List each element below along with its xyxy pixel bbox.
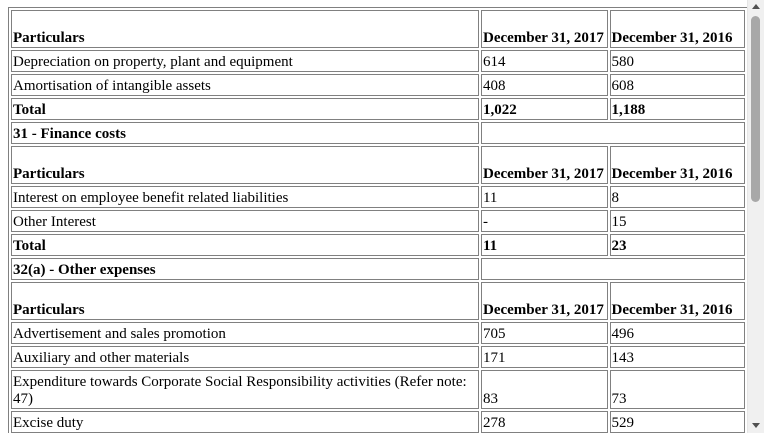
table-row bbox=[11, 186, 745, 208]
total-row bbox=[11, 98, 745, 120]
table-row bbox=[11, 74, 745, 96]
table-row bbox=[11, 210, 745, 232]
section-title-row bbox=[11, 122, 745, 144]
row-value-2016: 73 bbox=[610, 370, 745, 409]
row-value-2017: 171 bbox=[481, 346, 608, 368]
row-label: Other Interest bbox=[11, 210, 479, 232]
total-row bbox=[11, 234, 745, 256]
header-2016: December 31, 2016 bbox=[610, 10, 745, 48]
table-row bbox=[11, 50, 745, 72]
row-label: Expenditure towards Corporate Social Responsibility activities (Refer note: 47) bbox=[11, 370, 479, 409]
total-label: Total bbox=[11, 98, 479, 120]
row-label: Excise duty bbox=[11, 411, 479, 433]
row-label: Interest on employee benefit related liabilities bbox=[11, 186, 479, 208]
row-label: Amortisation of intangible assets bbox=[11, 74, 479, 96]
table-row bbox=[11, 346, 745, 368]
header-2016: December 31, 2016 bbox=[610, 146, 745, 184]
total-2017: 1,022 bbox=[481, 98, 608, 120]
row-value-2016: 529 bbox=[610, 411, 745, 433]
header-particulars: Particulars bbox=[11, 282, 479, 320]
row-value-2016: 608 bbox=[610, 74, 745, 96]
row-value-2017: 278 bbox=[481, 411, 608, 433]
row-label: Auxiliary and other materials bbox=[11, 346, 479, 368]
row-value-2017: 83 bbox=[481, 370, 608, 409]
header-2016: December 31, 2016 bbox=[610, 282, 745, 320]
scroll-up-arrow-icon[interactable] bbox=[748, 0, 764, 14]
scroll-down-arrow-icon[interactable] bbox=[748, 419, 764, 433]
header-particulars: Particulars bbox=[11, 146, 479, 184]
table-row bbox=[11, 322, 745, 344]
row-value-2016: 15 bbox=[610, 210, 745, 232]
header-2017: December 31, 2017 bbox=[481, 146, 608, 184]
row-value-2017: 614 bbox=[481, 50, 608, 72]
row-value-2016: 143 bbox=[610, 346, 745, 368]
row-label: Advertisement and sales promotion bbox=[11, 322, 479, 344]
section-title: 32(a) - Other expenses bbox=[11, 258, 479, 280]
section-title-empty-cell bbox=[481, 258, 745, 280]
row-value-2016: 8 bbox=[610, 186, 745, 208]
header-2017: December 31, 2017 bbox=[481, 282, 608, 320]
table-header-row bbox=[11, 146, 745, 184]
scrollbar-thumb[interactable] bbox=[751, 16, 760, 202]
total-label: Total bbox=[11, 234, 479, 256]
table-row bbox=[11, 411, 745, 433]
table-header-row bbox=[11, 10, 745, 48]
row-value-2017: - bbox=[481, 210, 608, 232]
row-value-2017: 11 bbox=[481, 186, 608, 208]
total-2017: 11 bbox=[481, 234, 608, 256]
row-value-2017: 705 bbox=[481, 322, 608, 344]
row-value-2016: 580 bbox=[610, 50, 745, 72]
total-2016: 23 bbox=[610, 234, 745, 256]
header-particulars: Particulars bbox=[11, 10, 479, 48]
vertical-scrollbar[interactable] bbox=[747, 0, 764, 433]
section-title-empty-cell bbox=[481, 122, 745, 144]
table-header-row bbox=[11, 282, 745, 320]
row-label: Depreciation on property, plant and equipment bbox=[11, 50, 479, 72]
section-title: 31 - Finance costs bbox=[11, 122, 479, 144]
section-title-row bbox=[11, 258, 745, 280]
total-2016: 1,188 bbox=[610, 98, 745, 120]
table-row bbox=[11, 370, 745, 409]
header-2017: December 31, 2017 bbox=[481, 10, 608, 48]
financial-table bbox=[8, 7, 748, 433]
row-value-2017: 408 bbox=[481, 74, 608, 96]
row-value-2016: 496 bbox=[610, 322, 745, 344]
